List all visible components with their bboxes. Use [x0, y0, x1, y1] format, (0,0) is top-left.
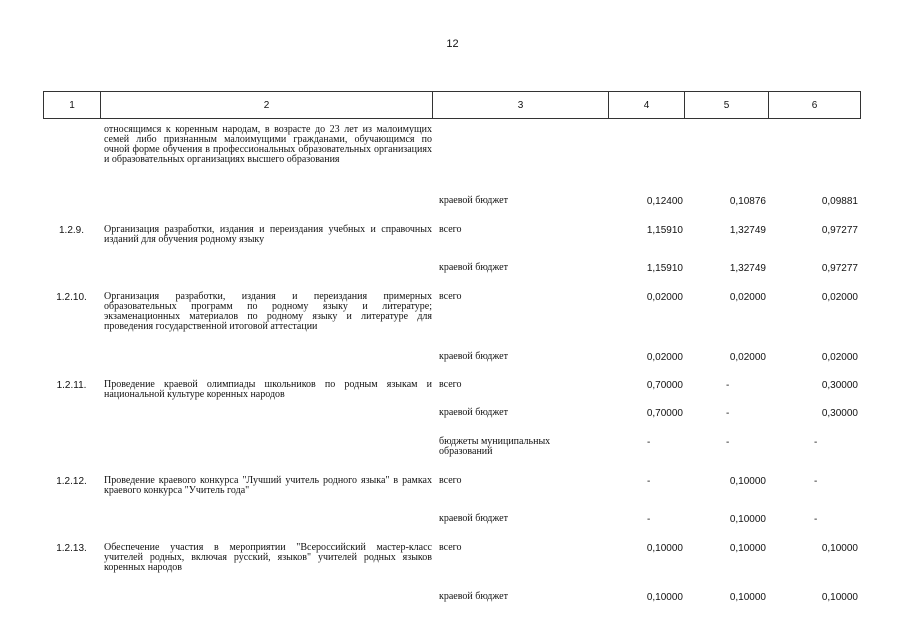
row-value-col4: - — [647, 476, 651, 487]
row-value-col5: 0,10000 — [729, 476, 766, 487]
row-funding-source: краевой бюджет — [439, 262, 508, 273]
row-funding-source: бюджеты муниципальных образований — [439, 436, 551, 457]
row-funding-source: краевой бюджет — [439, 195, 508, 206]
row-value-col5: - — [726, 437, 730, 448]
column-header-6: 6 — [769, 92, 861, 119]
row-value-col4: 0,02000 — [646, 292, 683, 303]
row-value-col4: 0,10000 — [646, 543, 683, 554]
row-value-col6: - — [814, 514, 818, 525]
row-funding-source: краевой бюджет — [439, 513, 508, 524]
row-value-col5: - — [726, 380, 730, 391]
row-value-col5: 0,10000 — [729, 543, 766, 554]
row-value-col5: 1,32749 — [729, 263, 766, 274]
row-value-col4: 1,15910 — [646, 225, 683, 236]
row-value-col6: 0,10000 — [821, 543, 858, 554]
row-description: Проведение краевого конкурса "Лучший учитель родного языка" в рамках краевого конкурса "Учитель года" — [104, 475, 432, 496]
row-value-col4: 0,10000 — [646, 592, 683, 603]
row-funding-source: краевой бюджет — [439, 351, 508, 362]
row-number: 1.2.13. — [56, 543, 87, 554]
row-number: 1.2.9. — [58, 225, 85, 236]
row-value-col6: 0,97277 — [821, 225, 858, 236]
row-value-col5: 0,10876 — [729, 196, 766, 207]
row-value-col5: - — [726, 408, 730, 419]
row-value-col4: 0,12400 — [646, 196, 683, 207]
row-value-col4: - — [647, 437, 651, 448]
row-description: Организация разработки, издания и переиздания учебных и справочных изданий для обучения родному языку — [104, 224, 432, 245]
row-number: 1.2.12. — [56, 476, 87, 487]
row-funding-source: всего — [439, 475, 462, 486]
row-value-col6: 0,02000 — [821, 292, 858, 303]
column-header-1: 1 — [44, 92, 101, 119]
row-value-col4: 1,15910 — [646, 263, 683, 274]
column-header-row — [43, 91, 861, 119]
row-value-col4: - — [647, 514, 651, 525]
row-description: Проведение краевой олимпиады школьников по родным языкам и национальной культуре коренных народов — [104, 379, 432, 400]
row-value-col6: - — [814, 476, 818, 487]
row-value-col4: 0,70000 — [646, 408, 683, 419]
row-funding-source: краевой бюджет — [439, 591, 508, 602]
row-value-col6: - — [814, 437, 818, 448]
row-value-col6: 0,10000 — [821, 592, 858, 603]
row-value-col6: 0,30000 — [821, 380, 858, 391]
column-header-2: 2 — [101, 92, 433, 119]
column-header-3: 3 — [433, 92, 609, 119]
row-value-col6: 0,09881 — [821, 196, 858, 207]
row-value-col6: 0,97277 — [821, 263, 858, 274]
row-description: Организация разработки, издания и переиздания примерных образовательных программ по родному языку и литературе; экзаменационных материалов по родному языку и литературе для проведения государственной итоговой аттестации — [104, 291, 432, 332]
row-number: 1.2.10. — [56, 292, 87, 303]
row-value-col5: 0,10000 — [729, 514, 766, 525]
row-value-col5: 0,02000 — [729, 292, 766, 303]
row-value-col5: 0,10000 — [729, 592, 766, 603]
row-description: Обеспечение участия в мероприятии "Всероссийский мастер-класс учителей родных, включая русский, языков" учителей родных языков коренных народов — [104, 542, 432, 573]
column-header-4: 4 — [609, 92, 685, 119]
column-header-5: 5 — [685, 92, 769, 119]
row-value-col6: 0,30000 — [821, 408, 858, 419]
page-number: 12 — [446, 38, 459, 50]
row-value-col4: 0,70000 — [646, 380, 683, 391]
row-funding-source: всего — [439, 379, 462, 390]
row-description: относящимся к коренным народам, в возрасте до 23 лет из малоимущих семей либо признанным малоимущими гражданами, обучающимся по очной форме обучения в профессиональных образовательных организациях и образовательных организациях высшего образования — [104, 124, 432, 165]
row-funding-source: всего — [439, 224, 462, 235]
row-funding-source: всего — [439, 291, 462, 302]
row-value-col6: 0,02000 — [821, 352, 858, 363]
row-funding-source: краевой бюджет — [439, 407, 508, 418]
row-value-col4: 0,02000 — [646, 352, 683, 363]
row-value-col5: 0,02000 — [729, 352, 766, 363]
row-funding-source: всего — [439, 542, 462, 553]
row-value-col5: 1,32749 — [729, 225, 766, 236]
row-number: 1.2.11. — [56, 380, 87, 391]
